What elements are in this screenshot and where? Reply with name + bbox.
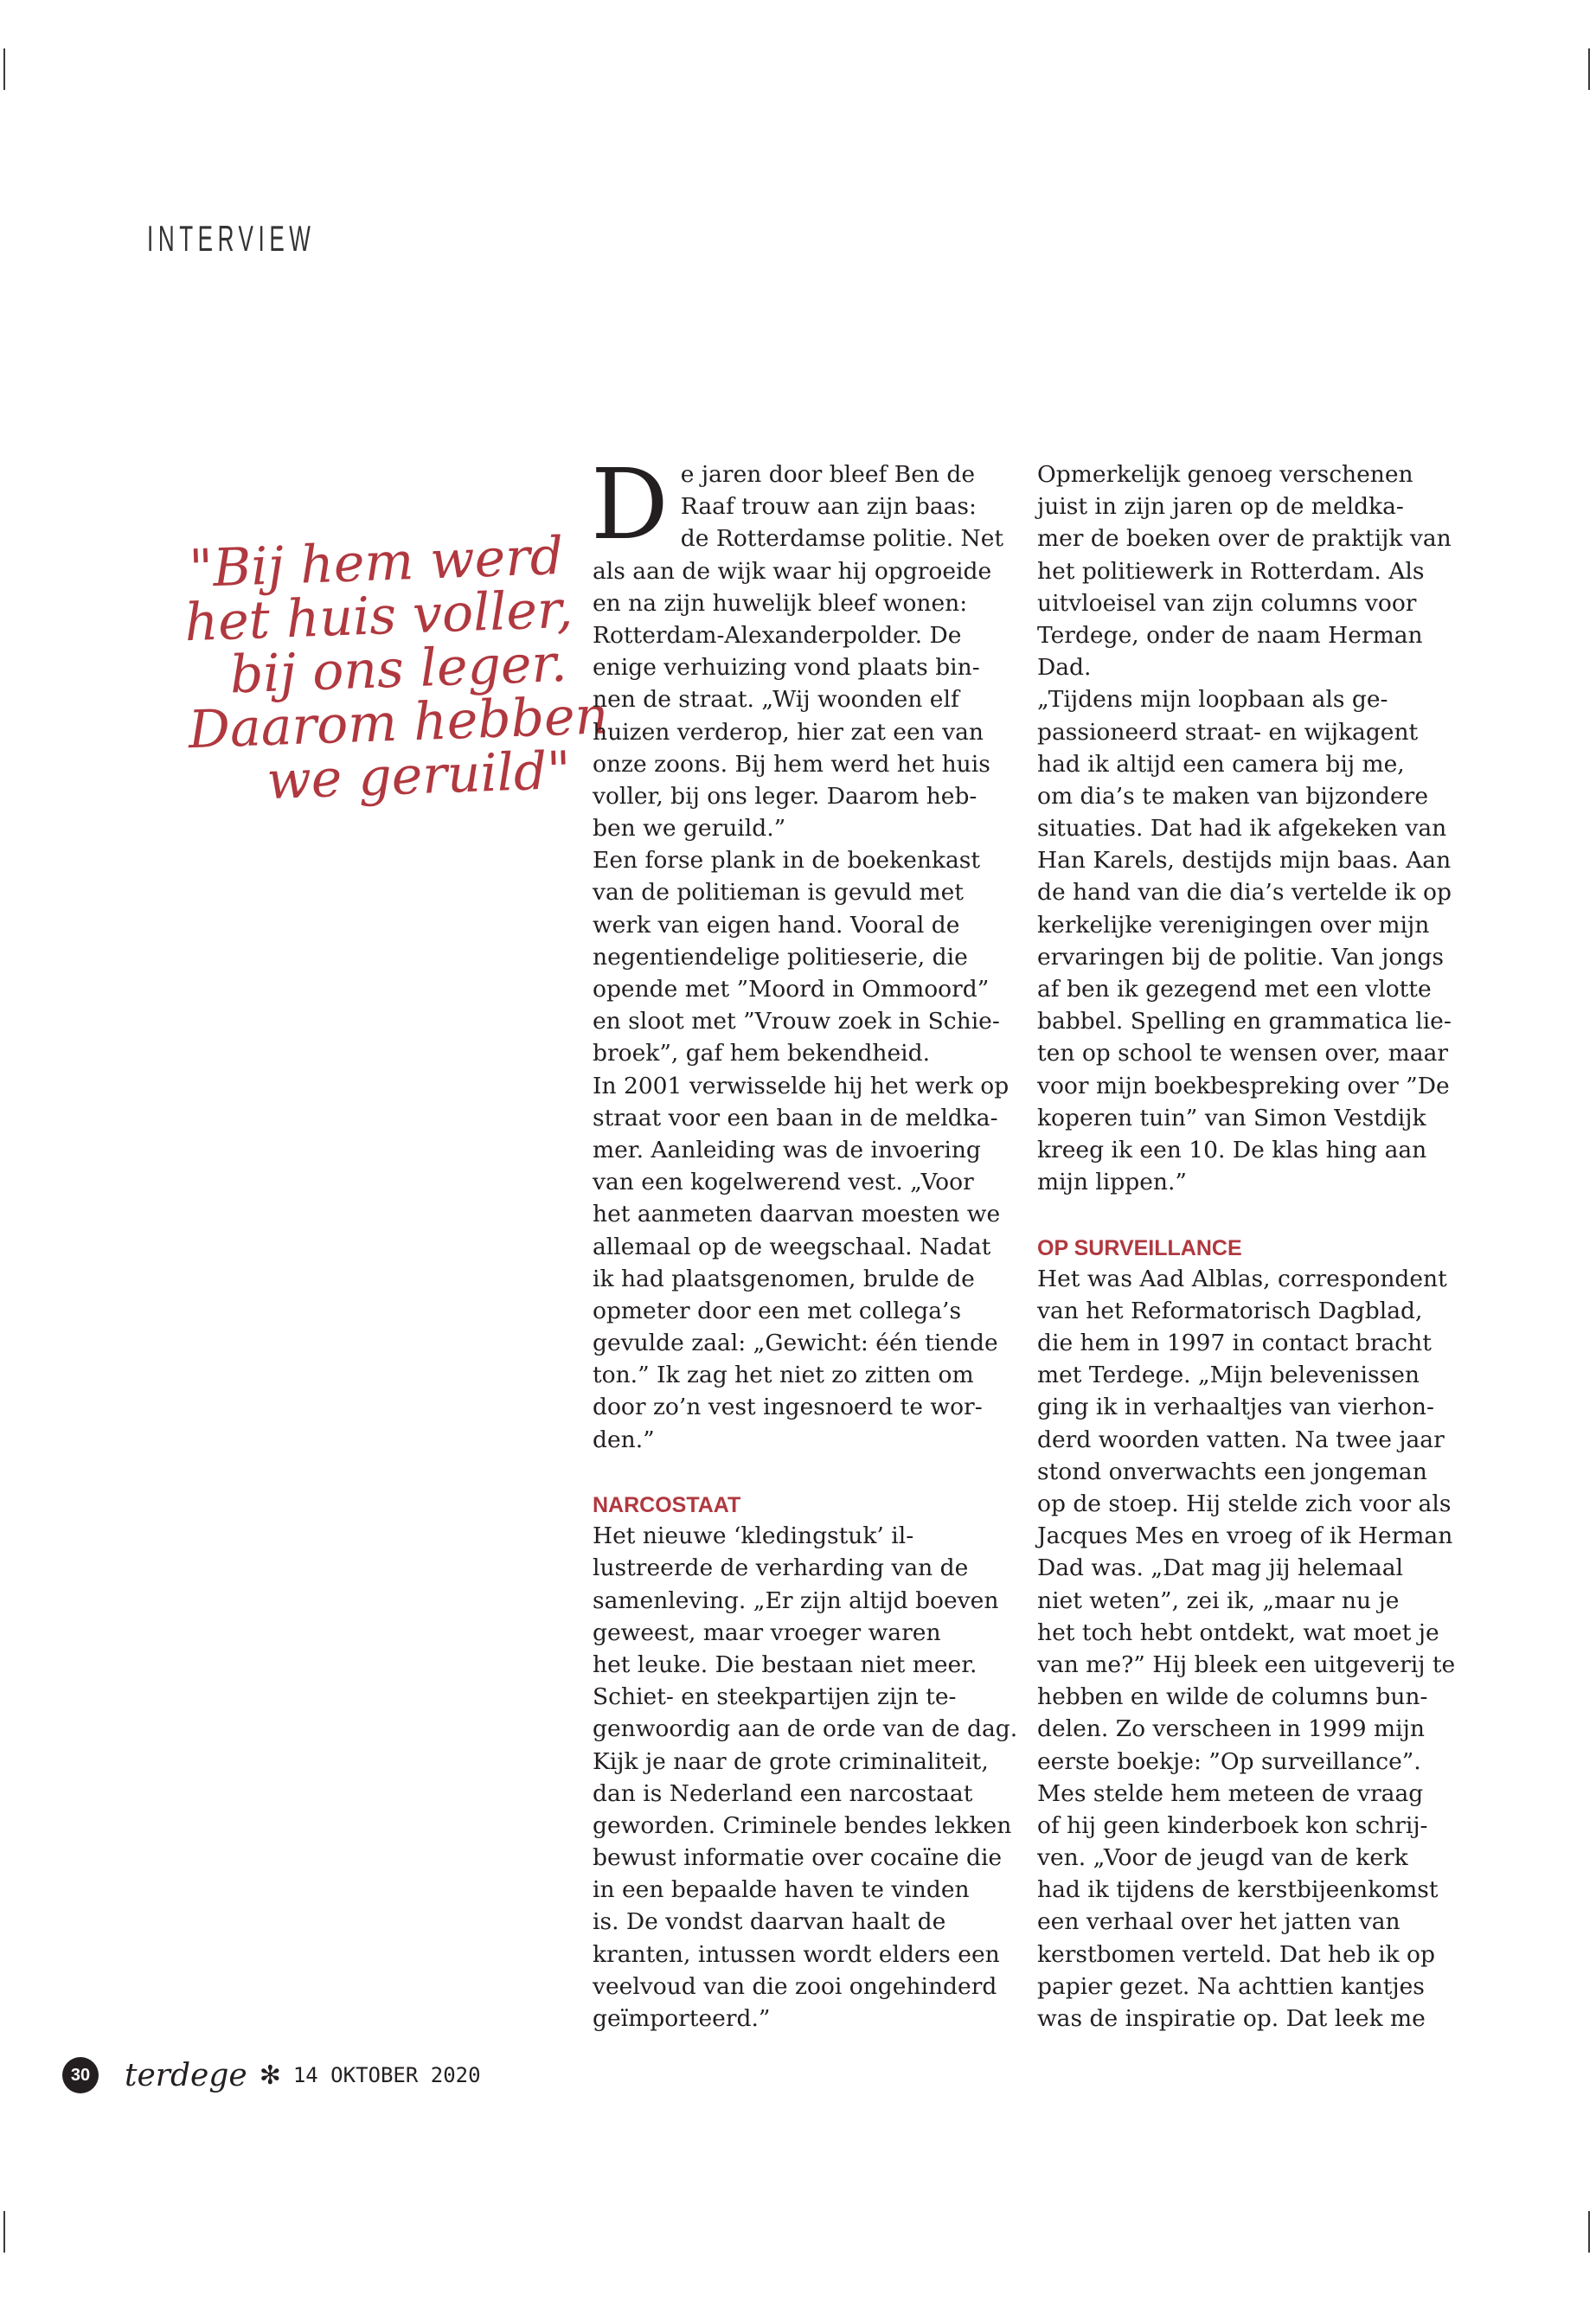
body-line: gevulde zaal: „Gewicht: één tiende [593,1330,998,1357]
body-line: van me?” Hij bleek een uitgeverij te [1037,1650,1456,1678]
subheading-narcostaat: NARCOSTAAT [593,1493,741,1517]
body-line: e jaren door bleef Ben de [680,461,976,488]
body-line: ben we geruild.” [593,815,786,843]
body-line: geïmporteerd.” [593,2005,771,2032]
body-line: juist in zijn jaren op de meldka- [1037,493,1404,521]
body-line: Schiet- en steekpartijen zijn te- [593,1683,957,1711]
body-line: Jacques Mes en vroeg of ik Herman [1037,1522,1453,1550]
page-footer [62,2057,481,2093]
body-line: bewust informatie over cocaïne die [593,1844,1003,1872]
body-line: in een bepaalde haven te vinden [593,1876,970,1904]
body-line: kranten, intussen wordt elders een [593,1940,1000,1968]
body-line: mer de boeken over de praktijk van [1037,525,1452,553]
body-text [593,555,1008,1456]
body-line: uitvloeisel van zijn columns voor [1037,589,1417,617]
body-line: Het nieuwe ‘kledingstuk’ il- [593,1522,914,1550]
body-line: situaties. Dat had ik afgekeken van [1037,815,1447,843]
body-line: ten op school te wensen over, maar [1037,1040,1449,1067]
body-line: ven. „Voor de jeugd van de kerk [1037,1844,1408,1872]
body-line: Kijk je naar de grote criminaliteit, [593,1747,989,1775]
body-line: voller, bij ons leger. Daarom heb- [593,782,977,810]
body-line: kerkelijke verenigingen over mijn [1037,911,1430,939]
body-line: In 2001 verwisselde hij het werk op [593,1072,1010,1099]
body-line: geworden. Criminele bendes lekken [593,1811,1012,1839]
body-line: van een kogelwerend vest. „Voor [593,1169,974,1196]
body-line: samenleving. „Er zijn altijd boeven [593,1586,999,1614]
body-line: het aanmeten daarvan moesten we [593,1201,1001,1228]
body-line: of hij geen kinderboek kon schrij- [1037,1811,1428,1839]
pull-quote-line: "Bij hem werd [188,526,565,600]
body-line: koperen tuin” van Simon Vestdijk [1037,1104,1426,1131]
crop-mark [1588,48,1590,90]
intro-block [591,449,1008,561]
body-line: stond onverwachts een jongeman [1037,1458,1427,1485]
body-line: met Terdege. „Mijn belevenissen [1037,1362,1420,1389]
body-line: door zo’n vest ingesnoerd te wor- [593,1394,983,1421]
body-line: ervaringen bij de politie. Van jongs [1037,943,1444,971]
body-line: mer. Aanleiding was de invoering [593,1136,981,1163]
body-line: werk van eigen hand. Vooral de [593,911,960,939]
issue-date: 14 OKTOBER 2020 [292,2063,481,2087]
body-line: veelvoud van die zooi ongehinderd [593,1972,997,2000]
body-line: het leuke. Die bestaan niet meer. [593,1650,977,1678]
pull-quote-line: Daarom hebben [187,685,610,761]
body-line: nen de straat. „Wij woonden elf [593,686,959,714]
body-line: ik had plaatsgenomen, brulde de [593,1265,975,1292]
body-line: Terdege, onder de naam Herman [1037,621,1423,649]
body-line: passioneerd straat- en wijkagent [1037,718,1419,746]
body-line: van de politieman is gevuld met [593,879,964,907]
body-text [1037,458,1452,1198]
body-text [593,1520,1018,2035]
body-line: den.” [593,1426,655,1453]
body-line: voor mijn boekbespreking over ”De [1037,1072,1450,1099]
body-line: babbel. Spelling en grammatica lie- [1037,1008,1452,1035]
body-line: delen. Zo verscheen in 1999 mijn [1037,1715,1425,1743]
body-line: de hand van die dia’s vertelde ik op [1037,879,1452,907]
magazine-logo: terdege [125,2057,247,2093]
body-line: had ik tijdens de kerstbijeenkomst [1037,1876,1439,1904]
body-line: eerste boekje: ”Op surveillance”. [1037,1747,1421,1775]
body-line: papier gezet. Na achttien kantjes [1037,1972,1425,2000]
body-line: Rotterdam-Alexanderpolder. De [593,621,962,649]
body-line: opmeter door een met collega’s [593,1297,962,1324]
body-line: Han Karels, destijds mijn baas. Aan [1037,847,1452,875]
body-line: en na zijn huwelijk bleef wonen: [593,589,968,617]
body-line: ton.” Ik zag het niet zo zitten om [593,1362,974,1389]
body-line: geweest, maar vroeger waren [593,1618,941,1646]
body-line: op de stoep. Hij stelde zich voor als [1037,1490,1452,1517]
body-line: genwoordig aan de orde van de dag. [593,1715,1018,1743]
body-line: onze zoons. Bij hem werd het huis [593,750,990,778]
body-line: Het was Aad Alblas, correspondent [1037,1265,1447,1292]
pull-quote-line: we geruild" [266,740,572,812]
body-line: Dad was. „Dat mag jij helemaal [1037,1554,1403,1582]
body-line: had ik altijd een camera bij me, [1037,750,1405,778]
body-line: was de inspiratie op. Dat leek me [1037,2005,1426,2032]
body-line: kreeg ik een 10. De klas hing aan [1037,1136,1427,1163]
body-line: „Tijdens mijn loopbaan als ge- [1037,686,1388,714]
body-line: kerstbomen verteld. Dat heb ik op [1037,1940,1435,1968]
body-line: om dia’s te maken van bijzondere [1037,782,1429,810]
drop-cap: D [591,449,669,561]
body-line: als aan de wijk waar hij opgroeide [593,557,992,585]
pull-quote [182,526,610,812]
body-line: hebben en wilde de columns bun- [1037,1683,1428,1711]
asterisk-icon: ✻ [259,2060,281,2091]
body-line: Een forse plank in de boekenkast [593,847,980,875]
body-line: negentiendelige politieserie, die [593,943,968,971]
body-line: mijn lippen.” [1037,1169,1187,1196]
crop-mark [3,48,5,90]
body-line: dan is Nederland een narcostaat [593,1779,973,1807]
body-line: die hem in 1997 in contact bracht [1037,1330,1432,1357]
page-number: 30 [62,2057,99,2093]
crop-mark [3,2211,5,2253]
body-line: een verhaal over het jatten van [1037,1908,1401,1936]
body-line: broek”, gaf hem bekendheid. [593,1040,931,1067]
body-line: lustreerde de verharding van de [593,1554,969,1582]
body-line: het politiewerk in Rotterdam. Als [1037,557,1425,585]
body-line: Opmerkelijk genoeg verschenen [1037,461,1413,488]
subheading-op-surveillance: OP SURVEILLANCE [1037,1235,1242,1260]
body-line: derd woorden vatten. Na twee jaar [1037,1426,1445,1453]
body-line: ging ik in verhaaltjes van vierhon- [1037,1394,1434,1421]
pull-quote-line: bij ons leger. [228,632,568,706]
article-column-2 [1037,458,1456,2035]
body-line: allemaal op de weegschaal. Nadat [593,1233,991,1260]
body-text [1037,1263,1456,2035]
body-line: Dad. [1037,654,1092,682]
pull-quote-line: het huis voller, [183,579,574,654]
body-line: huizen verderop, hier zat een van [593,718,984,746]
body-line: het toch hebt ontdekt, wat moet je [1037,1618,1439,1646]
body-line: enige verhuizing vond plaats bin- [593,654,980,682]
body-line: straat voor een baan in de meldka- [593,1104,998,1131]
body-line: is. De vondst daarvan haalt de [593,1908,946,1936]
body-line: de Rotterdamse politie. Net [680,525,1004,553]
body-line: van het Reformatorisch Dagblad, [1037,1297,1423,1324]
article-column-1 [591,449,1018,2035]
body-line: opende met ”Moord in Ommoord” [593,976,990,1003]
section-label: INTERVIEW [147,218,316,259]
body-line: Raaf trouw aan zijn baas: [680,493,977,521]
body-line: Mes stelde hem meteen de vraag [1037,1779,1424,1807]
crop-mark [1588,2211,1590,2253]
body-line: niet weten”, zei ik, „maar nu je [1037,1586,1400,1614]
body-line: en sloot met ”Vrouw zoek in Schie- [593,1008,1000,1035]
body-line: af ben ik gezegend met een vlotte [1037,976,1432,1003]
